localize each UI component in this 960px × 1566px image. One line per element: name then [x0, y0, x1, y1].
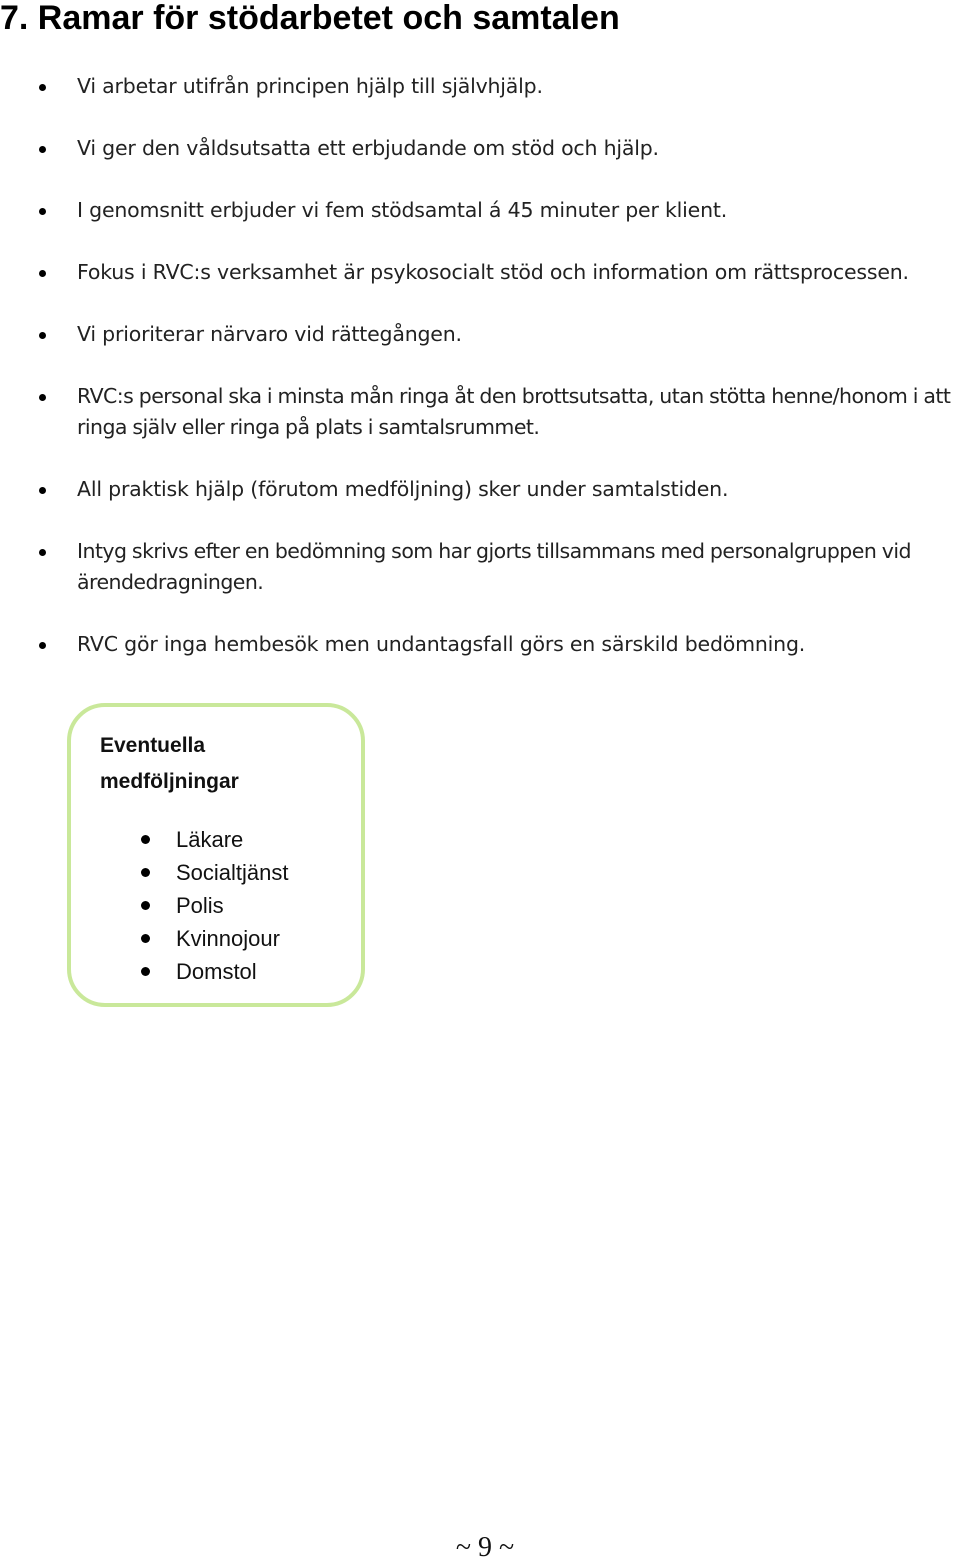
bullet-icon	[141, 868, 150, 877]
bullet-icon	[39, 487, 46, 494]
list-item	[71, 823, 289, 856]
bullet-icon	[39, 270, 46, 277]
list-item	[0, 319, 960, 350]
bullet-icon	[39, 332, 46, 339]
list-item-text: Kvinnojour	[176, 926, 280, 951]
list-item-text: Fokus i RVC:s verksamhet är psykosocialt stöd och information om rättsprocessen.	[77, 260, 909, 284]
list-item	[0, 133, 960, 164]
list-item-text: Socialtjänst	[176, 860, 289, 885]
list-item	[0, 536, 960, 598]
list-item	[71, 889, 289, 922]
callout-title-line: medföljningar	[100, 770, 239, 793]
callout-list	[71, 823, 289, 988]
bullet-icon	[141, 835, 150, 844]
list-item-text: Vi prioriterar närvaro vid rättegången.	[77, 322, 462, 346]
callout-title	[100, 728, 239, 800]
bullet-icon	[39, 146, 46, 153]
list-item	[0, 71, 960, 102]
list-item	[0, 257, 960, 288]
page-title: 7. Ramar för stödarbetet och samtalen	[0, 0, 620, 37]
list-item-text: Vi ger den våldsutsatta ett erbjudande om stöd och hjälp.	[77, 136, 659, 160]
list-item	[0, 195, 960, 226]
bullet-icon	[141, 967, 150, 976]
list-item-text: RVC:s personal ska i minsta mån ringa åt den brottsutsatta, utan stötta henne/honom i att ringa själv eller ringa på plats i samtalsrummet.	[77, 384, 951, 439]
list-item-text: I genomsnitt erbjuder vi fem stödsamtal á 45 minuter per klient.	[77, 198, 728, 222]
list-item-text: Vi arbetar utifrån principen hjälp till självhjälp.	[77, 74, 543, 98]
bullet-icon	[141, 934, 150, 943]
list-item-text: Intyg skrivs efter en bedömning som har gjorts tillsammans med personalgruppen vid ärendedragningen.	[77, 539, 911, 594]
list-item	[71, 922, 289, 955]
bullet-icon	[39, 549, 46, 556]
list-item	[0, 629, 960, 660]
bullet-icon	[39, 642, 46, 649]
callout-title-line: Eventuella	[100, 734, 206, 757]
main-bullet-list	[0, 71, 960, 691]
list-item	[0, 474, 960, 505]
page-number: ~ 9 ~	[455, 1532, 515, 1563]
escort-callout-box	[67, 703, 365, 1007]
bullet-icon	[141, 901, 150, 910]
list-item-text: Polis	[176, 893, 224, 918]
list-item	[0, 381, 960, 443]
list-item-text: RVC gör inga hembesök men undantagsfall görs en särskild bedömning.	[77, 632, 806, 656]
list-item-text: Domstol	[176, 959, 257, 984]
list-item-text: All praktisk hjälp (förutom medföljning) sker under samtalstiden.	[77, 477, 729, 501]
list-item	[71, 856, 289, 889]
bullet-icon	[39, 84, 46, 91]
list-item-text: Läkare	[176, 827, 244, 852]
list-item	[71, 955, 289, 988]
bullet-icon	[39, 394, 46, 401]
bullet-icon	[39, 208, 46, 215]
